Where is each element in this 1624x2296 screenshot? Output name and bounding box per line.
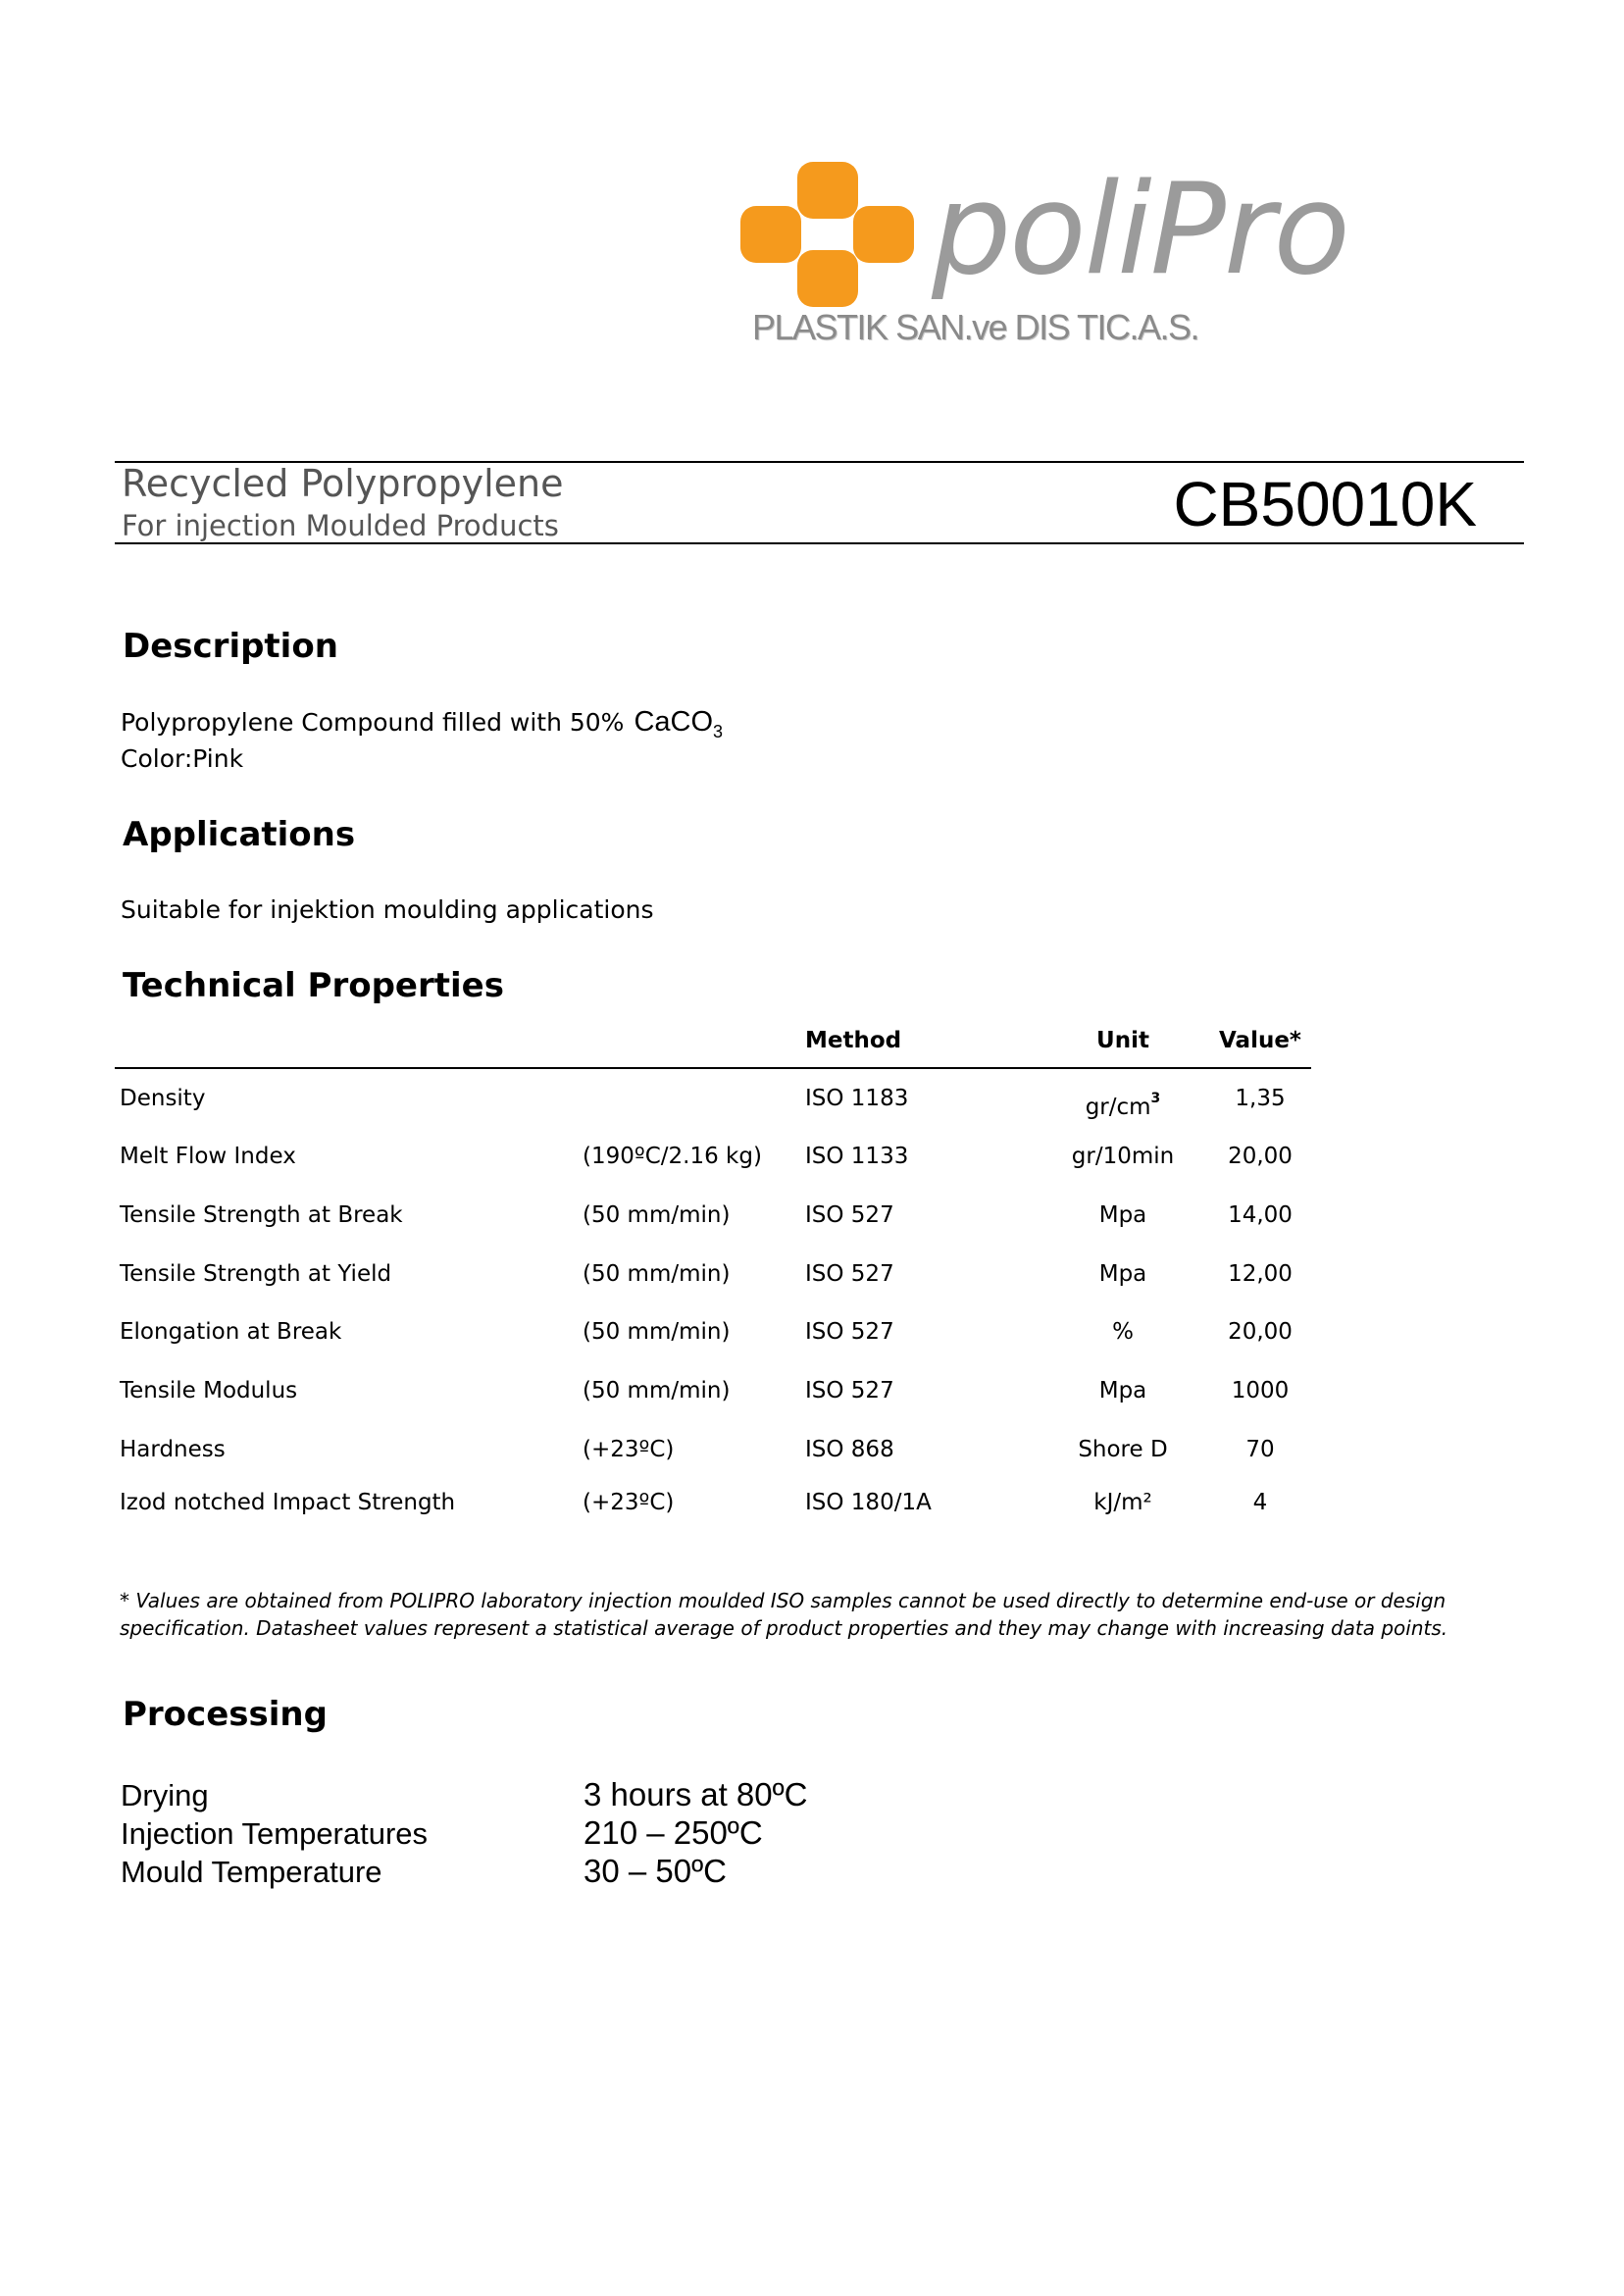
property-method: ISO 527 <box>805 1319 894 1345</box>
column-header-method: Method <box>805 1028 902 1053</box>
property-condition: (50 mm/min) <box>583 1261 731 1287</box>
property-unit: $gr/cm^3$ <box>1085 1091 1161 1120</box>
property-name: Density <box>120 1086 206 1111</box>
property-method: ISO 527 <box>805 1378 894 1403</box>
values-footnote: * Values are obtained from POLIPRO laboratory injection moulded ISO samples cannot be used directly to determine end-use or design specification. Datasheet values represent a statistical average of product properties and they may change with increasing data points. <box>120 1589 1448 1640</box>
property-method: ISO 180/1A <box>805 1490 932 1515</box>
property-name: Tensile Strength at Yield <box>120 1261 392 1287</box>
property-value: 14,00 <box>1228 1202 1293 1228</box>
description-color: Color:Pink <box>121 744 244 773</box>
property-value: 1000 <box>1231 1378 1290 1403</box>
description-text: Polypropylene Compound filled with 50% <box>121 708 625 737</box>
orange-cross-icon <box>740 162 917 309</box>
property-condition: (190ºC/2.16 kg) <box>583 1144 762 1169</box>
processing-value: 3 hours at 80ºC <box>584 1776 808 1812</box>
applications-text: Suitable for injektion moulding applications <box>121 895 654 924</box>
property-value: 4 <box>1252 1490 1268 1515</box>
property-name: Tensile Modulus <box>120 1378 298 1403</box>
product-code: CB50010K <box>1173 469 1477 539</box>
property-name: Melt Flow Index <box>120 1144 296 1169</box>
property-condition: (+23ºC) <box>583 1490 675 1515</box>
property-unit: Mpa <box>1098 1202 1147 1228</box>
table-row <box>0 1199 1624 1233</box>
property-name: Hardness <box>120 1437 226 1462</box>
property-unit: kJ/m² <box>1093 1490 1152 1515</box>
property-name: Tensile Strength at Break <box>120 1202 403 1228</box>
description-heading: Description <box>123 627 338 666</box>
table-row <box>0 1375 1624 1408</box>
property-unit: gr/10min <box>1071 1144 1175 1169</box>
chemical-formula: CaCO$_3$ <box>634 706 724 741</box>
column-header-unit: Unit <box>1096 1028 1149 1053</box>
table-header-rule <box>115 1067 1311 1069</box>
property-method: ISO 868 <box>805 1437 894 1462</box>
property-value: 12,00 <box>1228 1261 1293 1287</box>
processing-value: 210 – 250ºC <box>584 1814 763 1851</box>
property-value: 20,00 <box>1228 1144 1293 1169</box>
product-title: Recycled Polypropylene <box>122 462 564 505</box>
table-row <box>0 1316 1624 1350</box>
property-name: Izod notched Impact Strength <box>120 1490 456 1515</box>
property-method: ISO 527 <box>805 1202 894 1228</box>
property-value: 20,00 <box>1228 1319 1293 1345</box>
processing-value: 30 – 50ºC <box>584 1853 727 1889</box>
applications-heading: Applications <box>123 815 356 854</box>
property-unit: Mpa <box>1098 1378 1147 1403</box>
table-row <box>0 1258 1624 1292</box>
property-method: ISO 527 <box>805 1261 894 1287</box>
table-row <box>0 1487 1624 1520</box>
processing-label: Drying <box>121 1778 209 1812</box>
table-row <box>0 1141 1624 1174</box>
column-header-value: Value* <box>1219 1028 1301 1053</box>
property-value: 70 <box>1245 1437 1275 1462</box>
product-subtitle: For injection Moulded Products <box>122 509 559 542</box>
property-method: ISO 1183 <box>805 1086 909 1111</box>
property-condition: (+23ºC) <box>583 1437 675 1462</box>
property-unit: Shore D <box>1078 1437 1168 1462</box>
property-condition: (50 mm/min) <box>583 1202 731 1228</box>
property-condition: (50 mm/min) <box>583 1378 731 1403</box>
description-line-1 <box>121 706 723 747</box>
processing-label: Injection Temperatures <box>121 1816 429 1851</box>
logo-wordmark: poliPro <box>932 157 1348 303</box>
property-unit: % <box>1112 1319 1134 1345</box>
table-row <box>0 1434 1624 1467</box>
technical-heading: Technical Properties <box>123 966 504 1005</box>
property-name: Elongation at Break <box>120 1319 342 1345</box>
logo-tagline: PLASTIK SAN.ve DIS TIC.A.S. <box>752 307 1198 347</box>
property-value: 1,35 <box>1235 1086 1286 1111</box>
property-method: ISO 1133 <box>805 1144 909 1169</box>
table-row <box>0 1083 1624 1120</box>
polipro-logo <box>740 157 1388 353</box>
processing-heading: Processing <box>123 1695 328 1734</box>
header-bottom-rule <box>115 542 1524 544</box>
property-unit: Mpa <box>1098 1261 1147 1287</box>
property-condition: (50 mm/min) <box>583 1319 731 1345</box>
processing-label: Mould Temperature <box>121 1855 382 1889</box>
